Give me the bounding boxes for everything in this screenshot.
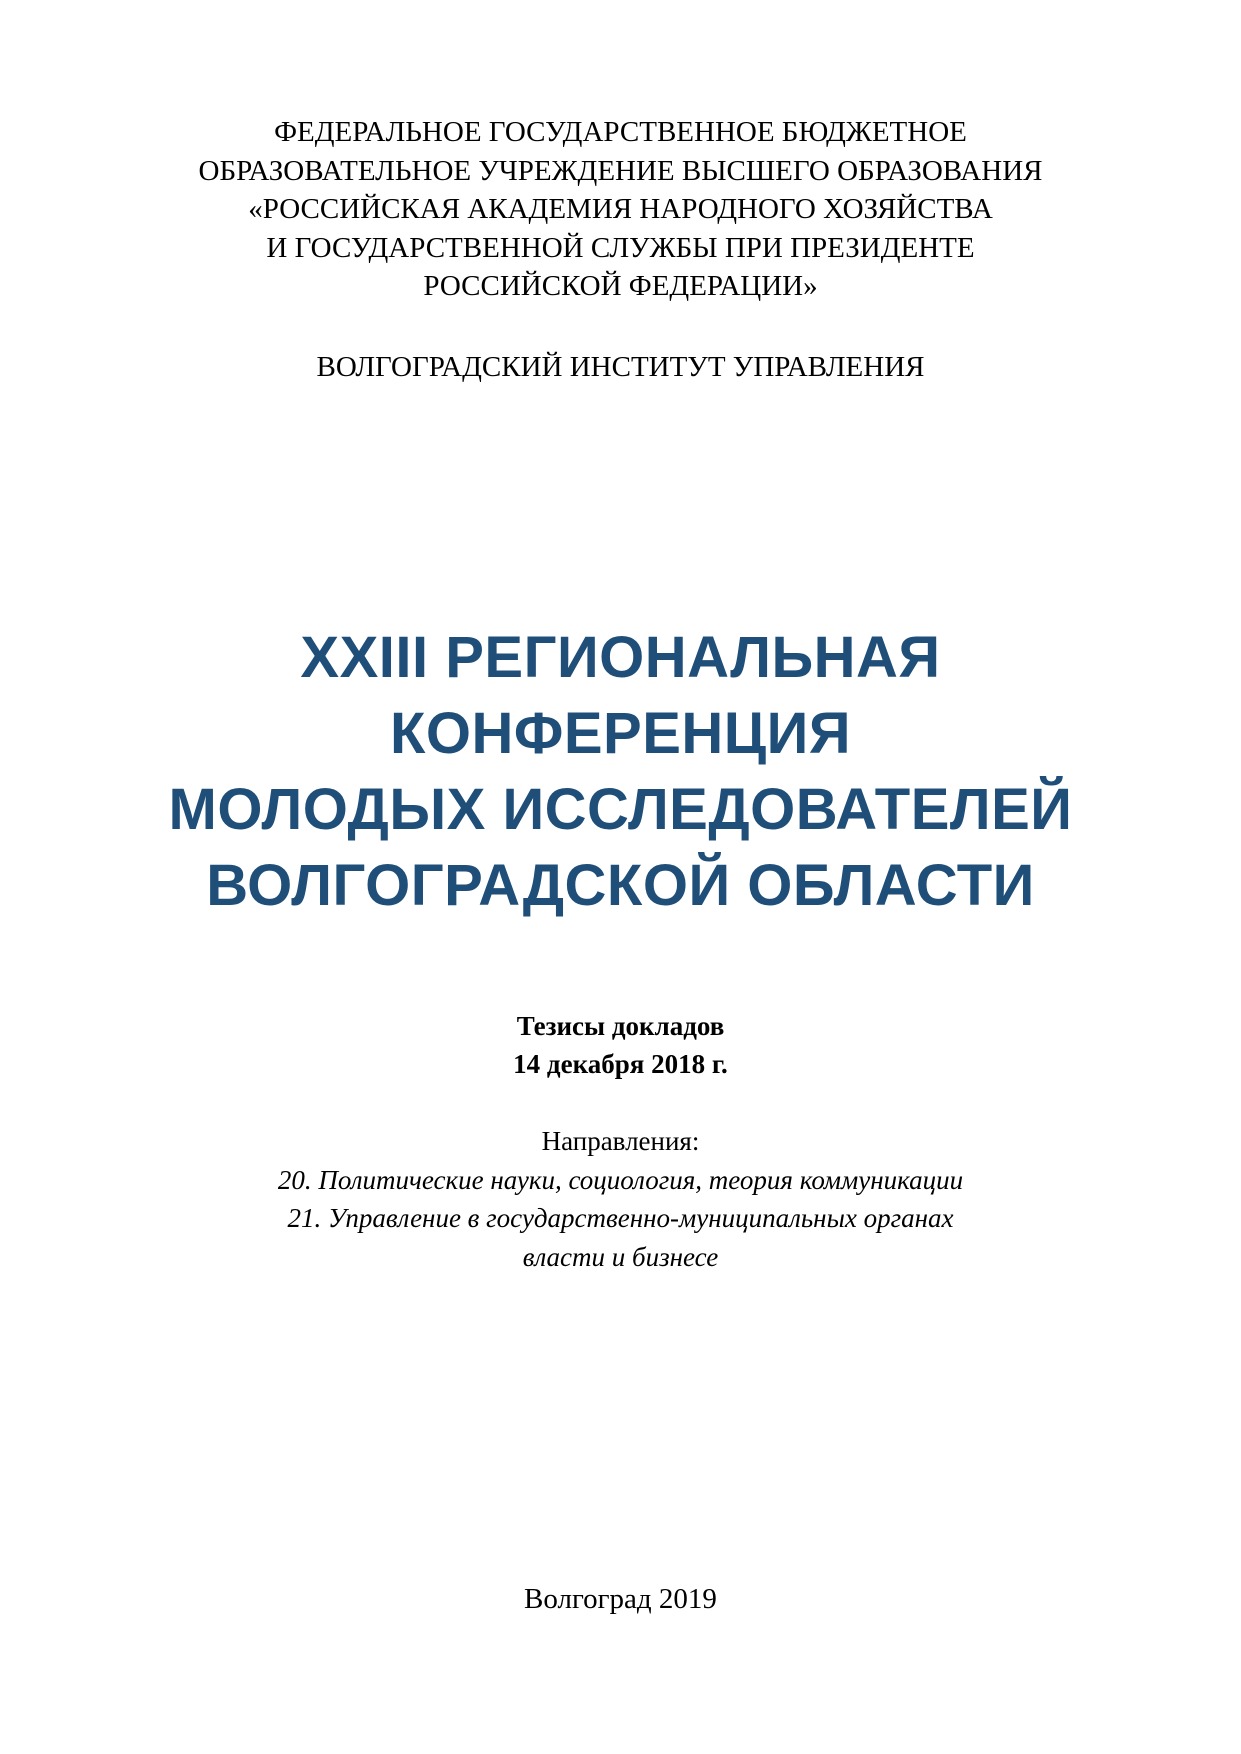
direction-item: 20. Политические науки, социология, теория коммуникации bbox=[277, 1164, 964, 1195]
directions-heading: Направления: bbox=[541, 1126, 700, 1156]
title-line: МОЛОДЫХ ИССЛЕДОВАТЕЛЕЙ bbox=[168, 777, 1073, 842]
publication-info bbox=[0, 1007, 1241, 1083]
conference-title bbox=[0, 620, 1241, 924]
publication-place-year: Волгоград 2019 bbox=[524, 1583, 717, 1615]
title-line: XXIII РЕГИОНАЛЬНАЯ bbox=[300, 625, 941, 690]
organization-line: И ГОСУДАРСТВЕННОЙ СЛУЖБЫ ПРИ ПРЕЗИДЕНТЕ bbox=[266, 231, 975, 264]
direction-item: власти и бизнесе bbox=[522, 1241, 719, 1272]
title-line: КОНФЕРЕНЦИЯ bbox=[389, 701, 852, 766]
organization-name bbox=[0, 113, 1241, 306]
organization-line: «РОССИЙСКАЯ АКАДЕМИЯ НАРОДНОГО ХОЗЯЙСТВА bbox=[248, 193, 993, 225]
organization-line: ОБРАЗОВАТЕЛЬНОЕ УЧРЕЖДЕНИЕ ВЫСШЕГО ОБРАЗОВАНИЯ bbox=[198, 154, 1043, 187]
organization-line: РОССИЙСКОЙ ФЕДЕРАЦИИ» bbox=[423, 270, 818, 302]
publication-type: Тезисы докладов bbox=[516, 1011, 725, 1041]
institute-name: ВОЛГОГРАДСКИЙ ИНСТИТУТ УПРАВЛЕНИЯ bbox=[316, 351, 925, 383]
title-line: ВОЛГОГРАДСКОЙ ОБЛАСТИ bbox=[206, 853, 1035, 918]
organization-line: ФЕДЕРАЛЬНОЕ ГОСУДАРСТВЕННОЕ БЮДЖЕТНОЕ bbox=[274, 116, 967, 148]
directions-list bbox=[0, 1122, 1241, 1276]
direction-item: 21. Управление в государственно-муниципальных органах bbox=[287, 1203, 954, 1233]
conference-date: 14 декабря 2018 г. bbox=[513, 1049, 728, 1079]
